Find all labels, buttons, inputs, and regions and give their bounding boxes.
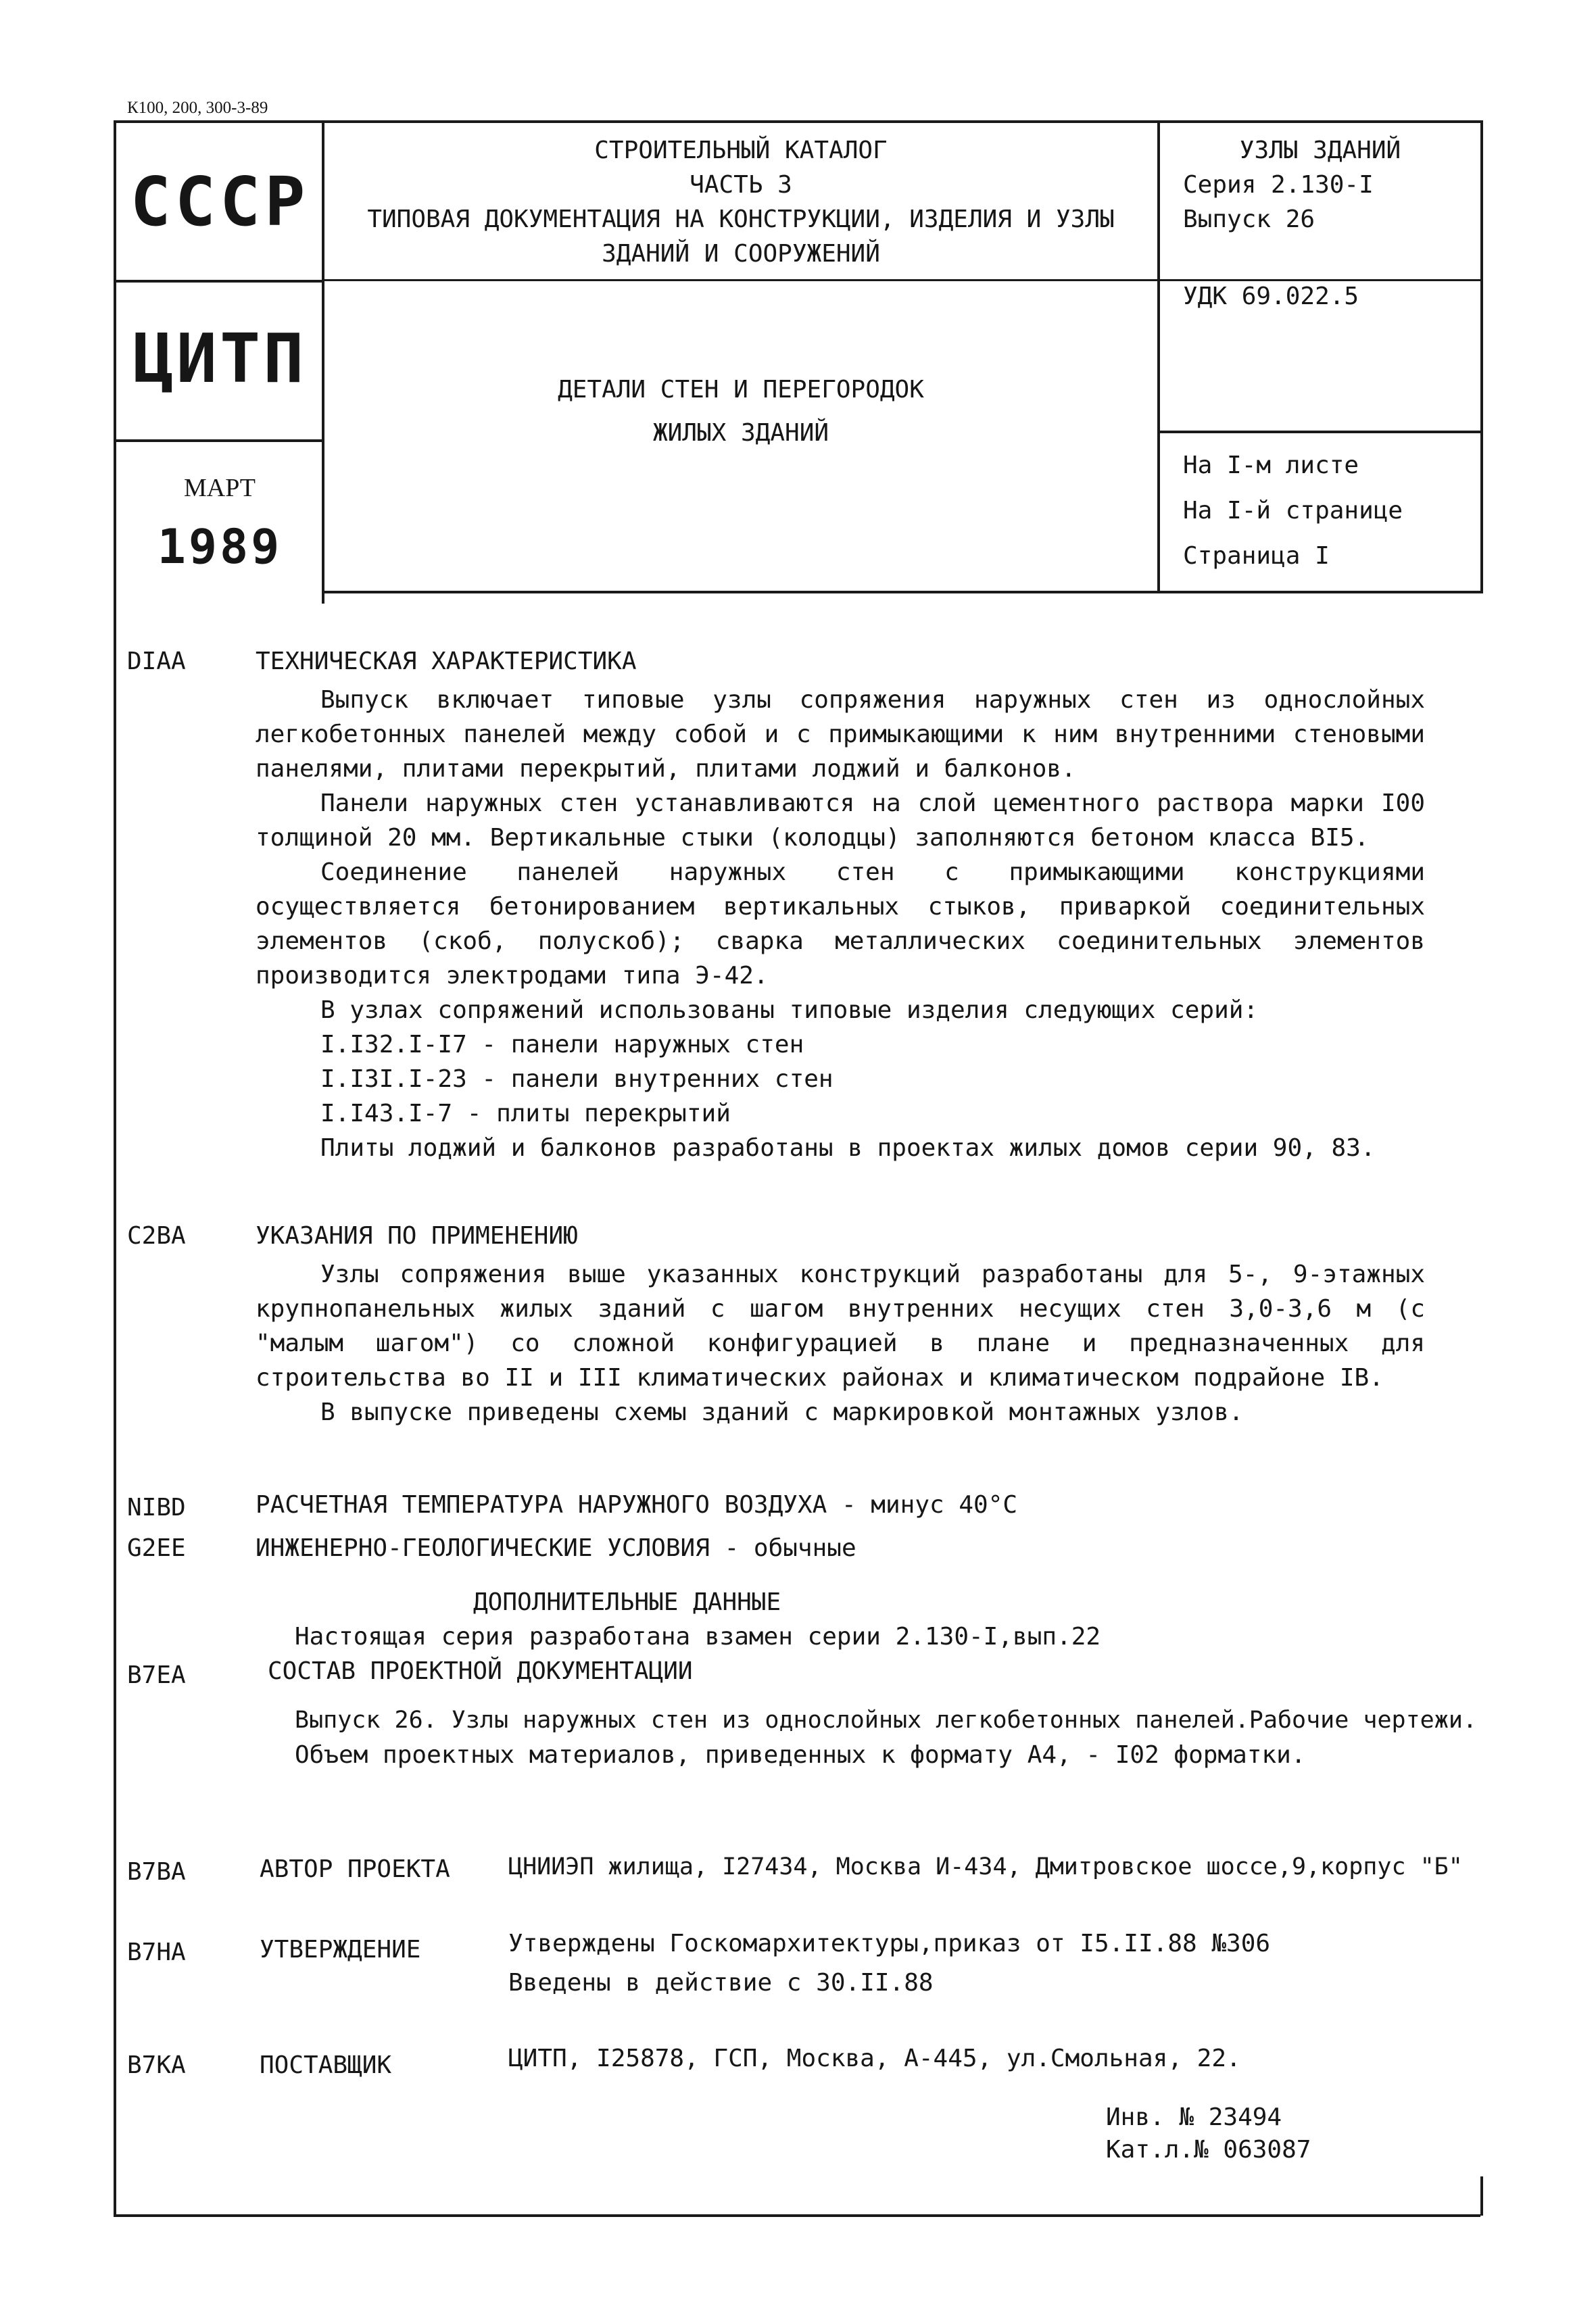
section-title-usage: УКАЗАНИЯ ПО ПРИМЕНЕНИЮ — [256, 1222, 578, 1250]
section-title-tech: ТЕХНИЧЕСКАЯ ХАРАКТЕРИСТИКА — [256, 648, 637, 675]
inventory-number: Инв. № 23494 — [1106, 2103, 1282, 2131]
geological-conditions: ИНЖЕНЕРНО-ГЕОЛОГИЧЕСКИЕ УСЛОВИЯ - обычные — [256, 1534, 856, 1562]
udk-code: УДК 69.022.5 — [1183, 283, 1359, 310]
catalog-line-3: ТИПОВАЯ ДОКУМЕНТАЦИЯ НА КОНСТРУКЦИИ, ИЗДЕЛИЯ И УЗЛЫ — [367, 205, 1115, 233]
extra-data-text: Настоящая серия разработана взамен серии 2.130-I,вып.22 — [295, 1623, 1101, 1651]
catalog-line-4: ЗДАНИЙ И СООРУЖЕНИЙ — [602, 240, 880, 268]
catalog-line-1: СТРОИТЕЛЬНЫЙ КАТАЛОГ — [594, 137, 888, 164]
header-right-row — [1159, 431, 1482, 433]
header-left-row2 — [114, 439, 323, 442]
frame-right-stub — [1480, 2176, 1483, 2216]
extra-data-title: ДОПОЛНИТЕЛЬНЫЕ ДАННЫЕ — [473, 1588, 781, 1616]
issue-month: МАРТ — [183, 474, 256, 502]
series-item: I.I43.I-7 - плиты перекрытий — [320, 1100, 731, 1127]
header-mid-row — [323, 279, 1483, 281]
section-code-geo: G2EE — [127, 1534, 186, 1562]
issue-number: Выпуск 26 — [1183, 205, 1315, 233]
composition-line-2: Объем проектных материалов, приведенных к формату А4, - I02 форматки. — [295, 1741, 1306, 1769]
usage-paragraph-1: Узлы сопряжения выше указанных конструкций разработаны для 5-, 9-этажных крупнопанельных жилых зданий с шагом внутренних несущих стен 3,0-3,6 м (с "малым шагом") со сложной конфигурацией в плане и предназначенных для строительства во II и III климатических районах и климатическом подрайоне IВ. — [256, 1261, 1425, 1392]
sheet-info-3: Страница I — [1183, 542, 1330, 570]
tech-paragraph-4: В узлах сопряжений использованы типовые изделия следующих серий: — [320, 996, 1259, 1024]
catalog-sheet-number: Кат.л.№ 063087 — [1106, 2136, 1311, 2164]
country-label: СССР — [130, 162, 310, 241]
org-label: ЦИТП — [132, 319, 307, 398]
header-bottom-border — [323, 591, 1483, 593]
section-code-composition: B7EA — [127, 1661, 186, 1689]
design-temperature: РАСЧЕТНАЯ ТЕМПЕРАТУРА НАРУЖНОГО ВОЗДУХА - минус 40°С — [256, 1491, 1018, 1519]
header-top-border — [114, 120, 1483, 123]
frame-bottom-border — [114, 2214, 1480, 2217]
author-label: АВТОР ПРОЕКТА — [260, 1855, 450, 1883]
tech-description — [256, 683, 1425, 1165]
author-text: ЦНИИЭП жилища, I27434, Москва И-434, Дмитровское шоссе,9,корпус "Б" — [508, 1853, 1463, 1880]
section-code-temp: NIBD — [127, 1494, 186, 1521]
series-item: I.I3I.I-23 - панели внутренних стен — [320, 1065, 833, 1093]
tech-paragraph-1: Выпуск включает типовые узлы сопряжения наружных стен из однослойных легкобетонных панелей между собой и с примыкающими к ним внутренними стеновыми панелями, плитами перекрытий, плитами лоджий и балконов. — [256, 686, 1425, 783]
series-title: УЗЛЫ ЗДАНИЙ — [1239, 137, 1401, 164]
section-code-tech: DIAA — [127, 648, 186, 675]
approval-line-2: Введены в действие с 30.II.88 — [508, 1969, 934, 1997]
catalog-code: К100, 200, 300-3-89 — [127, 99, 268, 117]
composition-line-1: Выпуск 26. Узлы наружных стен из однослойных легкобетонных панелей.Рабочие чертежи. — [295, 1707, 1477, 1734]
issue-year: 1989 — [157, 519, 283, 575]
sheet-info-1: На I-м листе — [1183, 452, 1359, 479]
section-title-composition: СОСТАВ ПРОЕКТНОЙ ДОКУМЕНТАЦИИ — [268, 1657, 693, 1685]
header-left-row1 — [114, 280, 323, 283]
tech-last-line: Плиты лоджий и балконов разработаны в проектах жилых домов серии 90, 83. — [320, 1134, 1376, 1162]
header-right-border — [1480, 120, 1483, 593]
supplier-text: ЦИТП, I25878, ГСП, Москва, А-445, ул.Смольная, 22. — [508, 2045, 1241, 2072]
section-code-supplier: B7KA — [127, 2051, 186, 2079]
document-title-line-2: ЖИЛЫХ ЗДАНИЙ — [652, 419, 829, 447]
header-divider-right — [1157, 120, 1160, 593]
series-item: I.I32.I-I7 - панели наружных стен — [320, 1031, 804, 1058]
series-number: Серия 2.130-I — [1183, 171, 1374, 199]
section-code-usage: C2BA — [127, 1222, 186, 1250]
catalog-line-2: ЧАСТЬ 3 — [690, 171, 792, 199]
tech-paragraph-2: Панели наружных стен устанавливаются на слой цементного раствора марки I00 толщиной 20 мм. Вертикальные стыки (колодцы) заполняются бетоном класса BI5. — [256, 789, 1425, 852]
section-code-author: B7BA — [127, 1858, 186, 1886]
usage-description — [256, 1257, 1425, 1430]
sheet-info-2: На I-й странице — [1183, 497, 1403, 525]
supplier-label: ПОСТАВЩИК — [260, 2051, 392, 2079]
frame-left-border — [114, 120, 116, 2217]
document-title-line-1: ДЕТАЛИ СТЕН И ПЕРЕГОРОДОК — [558, 376, 924, 404]
approval-line-1: Утверждены Госкомархитектуры,приказ от I5.II.88 №306 — [508, 1930, 1271, 1957]
approval-label: УТВЕРЖДЕНИЕ — [260, 1936, 421, 1964]
usage-paragraph-2: В выпуске приведены схемы зданий с маркировкой монтажных узлов. — [320, 1398, 1244, 1426]
section-code-approval: B7HA — [127, 1939, 186, 1966]
tech-paragraph-3: Соединение панелей наружных стен с примыкающими конструкциями осуществляется бетонированием вертикальных стыков, приваркой соединительных элементов (скоб, полускоб); сварка металлических соединительных элементов производится электродами типа Э-42. — [256, 858, 1425, 990]
